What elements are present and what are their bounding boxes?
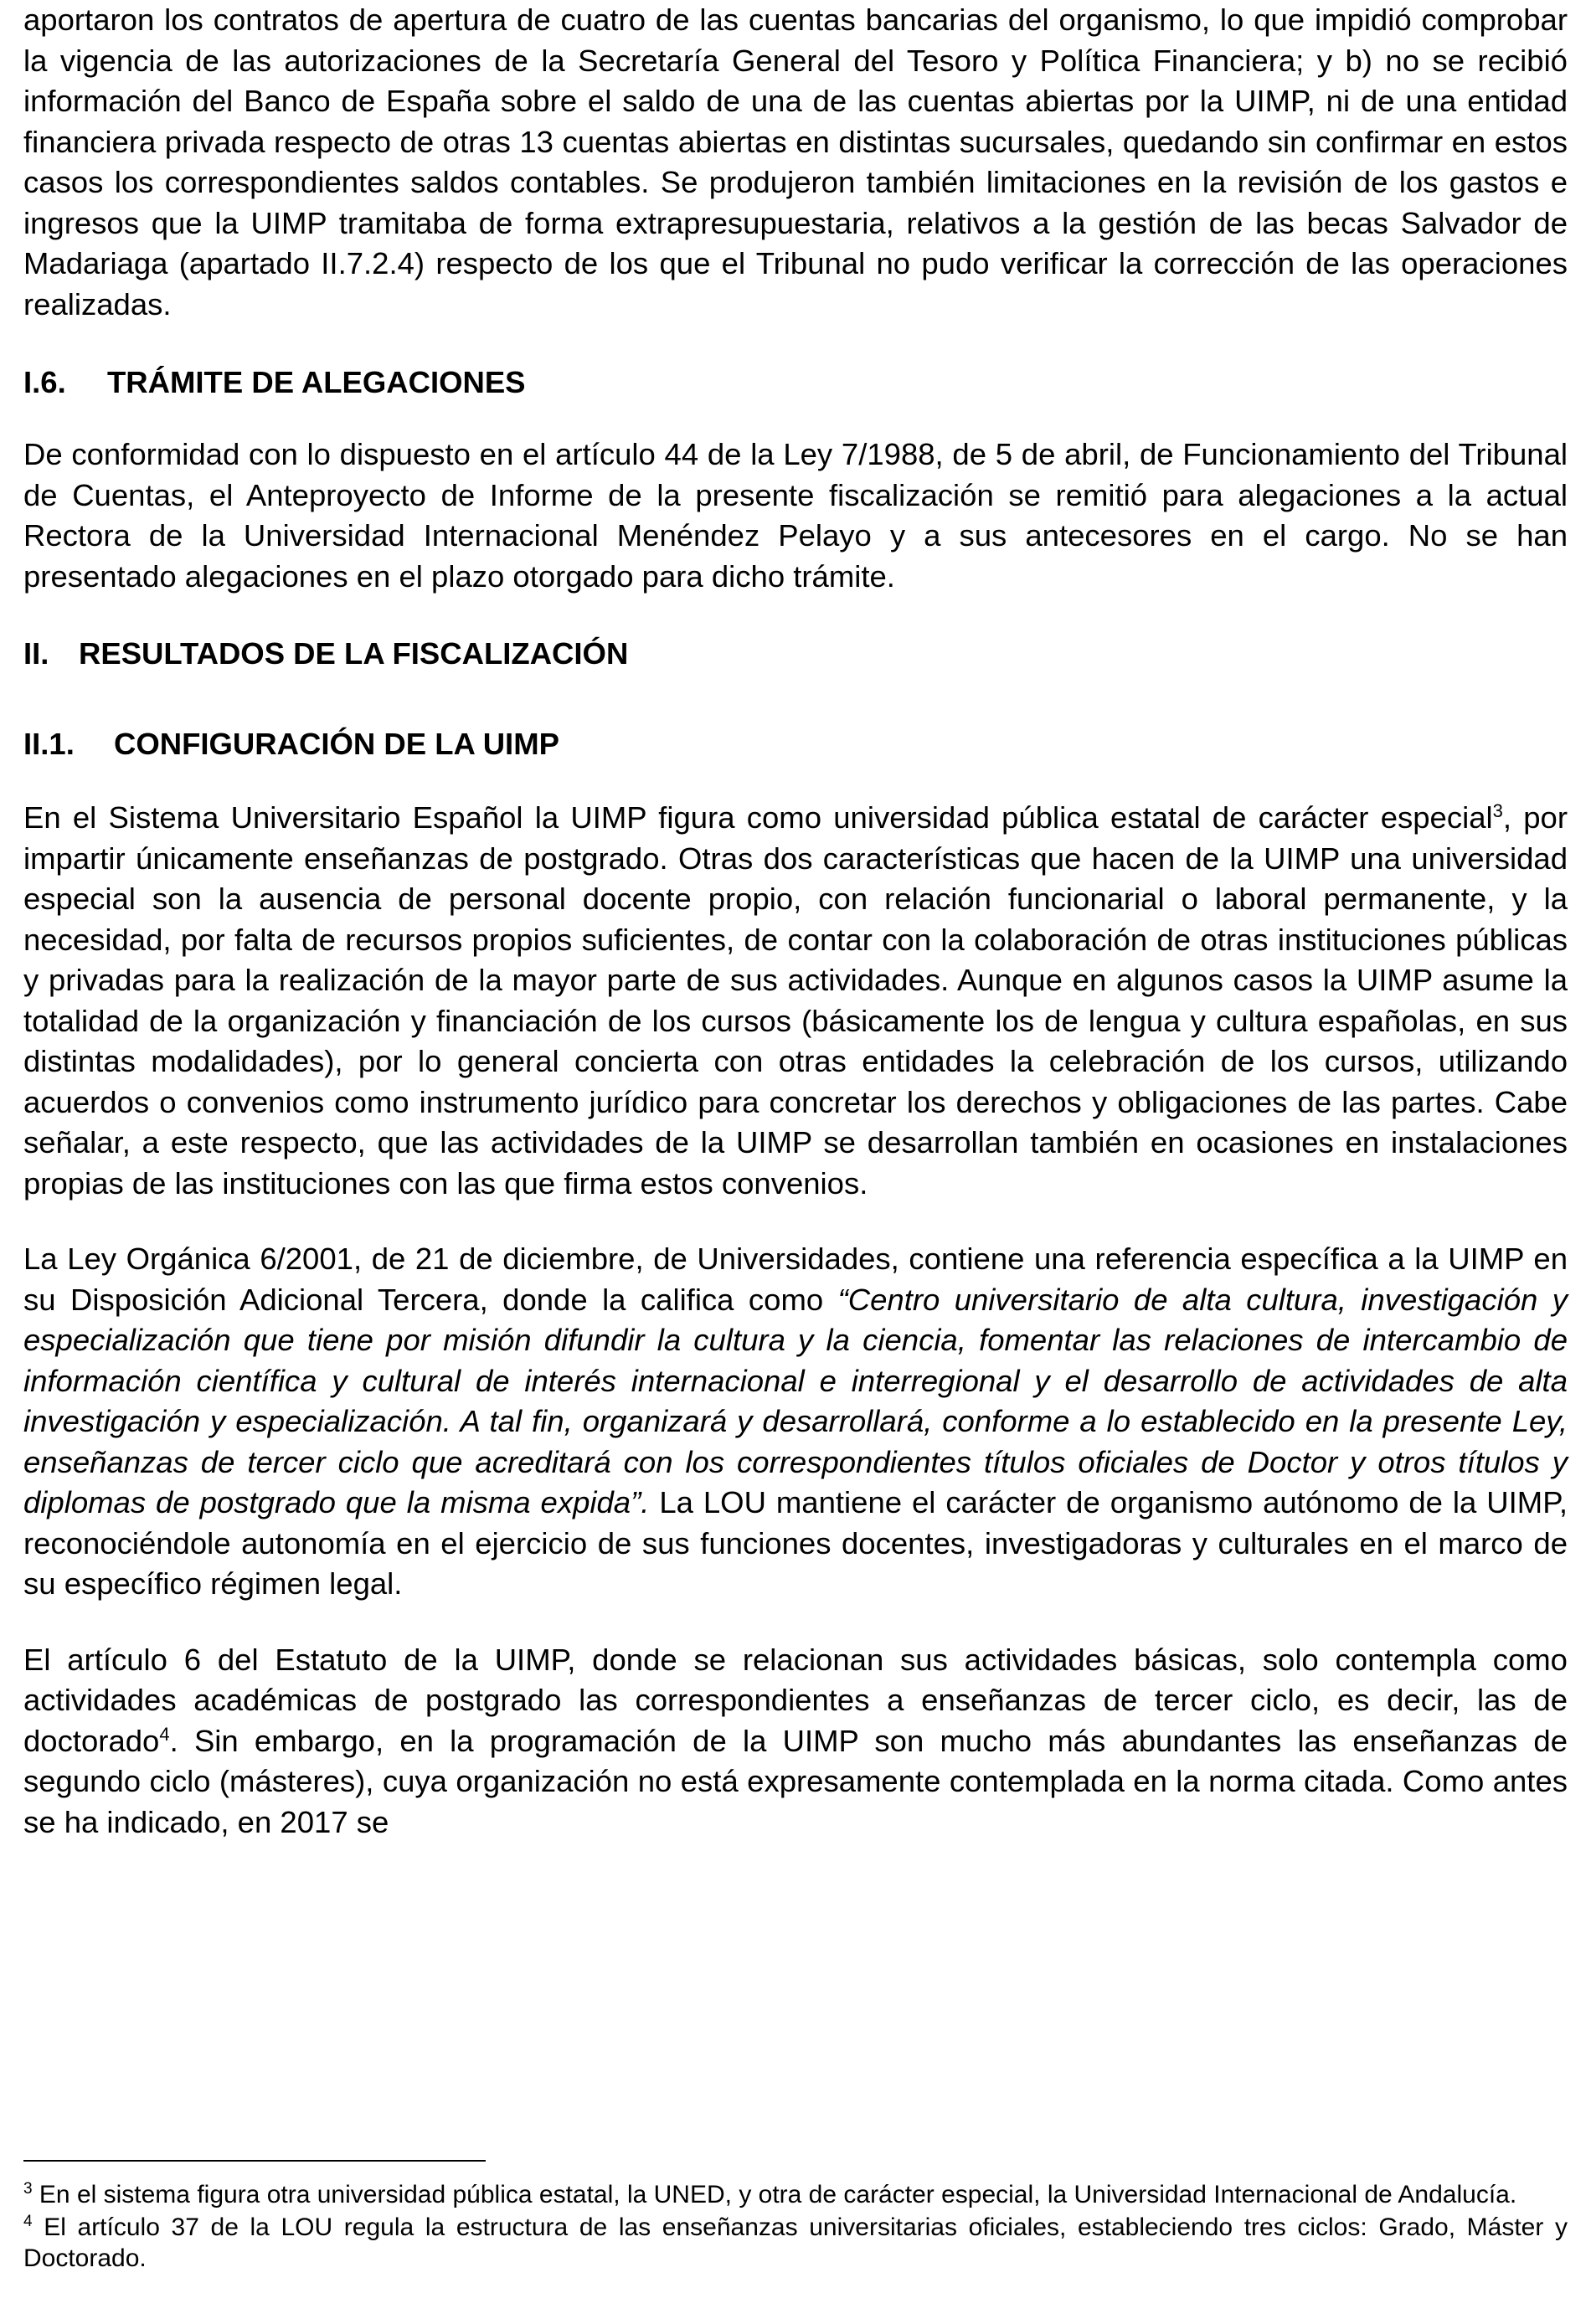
paragraph-estatuto [23, 1640, 1568, 1843]
footnote-mark: 3 [23, 2180, 33, 2198]
section-title: TRÁMITE DE ALEGACIONES [107, 365, 526, 399]
footnote-reference[interactable]: 3 [1492, 800, 1503, 821]
footnote-text: En el sistema figura otra universidad pública estatal, la UNED, y otra de carácter especial, la Universidad Internacional de Andalucía. [32, 2181, 1517, 2208]
footnote-mark: 4 [23, 2213, 33, 2230]
paragraph-continuation: aportaron los contratos de apertura de cuatro de las cuentas bancarias del organismo, lo que impidió comprobar la vigencia de las autorizaciones de la Secretaría General del Tesoro y Política Financiera; y b) no se recibió información del Banco de España sobre el saldo de una de las cuentas abiertas por la UIMP, ni de una entidad financiera privada respecto de otras 13 cuentas abiertas en distintas sucursales, quedando sin confirmar en estos casos los correspondientes saldos contables. Se produjeron también limitaciones en la revisión de los gastos e ingresos que la UIMP tramitaba de forma extrapresupuestaria, relativos a la gestión de las becas Salvador de Madariaga (apartado II.7.2.4) respecto de los que el Tribunal no pudo verificar la corrección de las operaciones realizadas. [23, 3, 1568, 321]
section-heading-i6 [23, 362, 1568, 403]
footnote-text: El artículo 37 de la LOU regula la estructura de las enseñanzas universitarias oficiales, estableciendo tres ciclos: Grado, Máster y Doctorado. [23, 2213, 1568, 2272]
paragraph-text: El artículo 6 del Estatuto de la UIMP, donde se relacionan sus actividades básicas, solo contempla como actividades académicas de postgrado las correspondientes a enseñanzas de tercer ciclo, es decir, las de doctorado [23, 1642, 1568, 1758]
paragraph-text: La Ley Orgánica 6/2001, de 21 de diciembre, de Universidades, contiene una referencia específica a la UIMP en su Disposición Adicional Tercera, donde la califica como [23, 1242, 1568, 1317]
section-title: CONFIGURACIÓN DE LA UIMP [114, 727, 559, 761]
legal-quote: “Centro universitario de alta cultura, investigación y especialización que tiene por misión difundir la cultura y la ciencia, fomentar las relaciones de intercambio de información científica y cultural de interés internacional e interregional y el desarrollo de actividades de alta investigación y especialización. A tal fin, organizará y desarrollará, conforme a lo establecido en la presente Ley, enseñanzas de tercer ciclo que acreditará con los correspondientes títulos oficiales de Doctor y otros títulos y diplomas de postgrado que la misma expida”. [23, 1282, 1568, 1519]
paragraph-alegaciones: De conformidad con lo dispuesto en el artículo 44 de la Ley 7/1988, de 5 de abril, de Funcionamiento del Tribunal de Cuentas, el Anteproyecto de Informe de la presente fiscalización se remitió para alegaciones a la actual Rectora de la Universidad Internacional Menéndez Pelayo y a sus antecesores en el cargo. No se han presentado alegaciones en el plazo otorgado para dicho trámite. [23, 437, 1568, 594]
paragraph-configuracion [23, 798, 1568, 1204]
section-heading-ii1 [23, 724, 1568, 764]
section-heading-ii [23, 634, 1568, 674]
section-number: I.6. [23, 365, 66, 399]
paragraph-text: . Sin embargo, en la programación de la UIMP son mucho más abundantes las enseñanzas de segundo ciclo (másteres), cuya organización no está expresamente contemplada en la norma citada. Como antes se ha indicado, en 2017 se [23, 1723, 1568, 1839]
paragraph-text: , por impartir únicamente enseñanzas de postgrado. Otras dos características que hacen de la UIMP una universidad especial son la ausencia de personal docente propio, con relación funcionarial o laboral permanente, y la necesidad, por falta de recursos propios suficientes, de contar con la colaboración de otras instituciones públicas y privadas para la realización de la mayor parte de sus actividades. Aunque en algunos casos la UIMP asume la totalidad de la organización y financiación de los cursos (básicamente los de lengua y cultura españolas, en sus distintas modalidades), por lo general concierta con otras entidades la celebración de los cursos, utilizando acuerdos o convenios como instrumento jurídico para concretar los derechos y obligaciones de las partes. Cabe señalar, a este respecto, que las actividades de la UIMP se desarrollan también en ocasiones en instalaciones propias de las instituciones con las que firma estos convenios. [23, 800, 1568, 1201]
footnote-4 [23, 2212, 1568, 2274]
footnote-reference[interactable]: 4 [159, 1723, 170, 1745]
paragraph-text: En el Sistema Universitario Español la UIMP figura como universidad pública estatal de carácter especial [23, 800, 1493, 835]
footnotes [23, 2179, 1568, 2275]
paragraph-lou [23, 1239, 1568, 1605]
document-page [23, 0, 1568, 1843]
section-number: II.1. [23, 727, 75, 761]
footnote-divider [23, 2160, 486, 2162]
section-title: RESULTADOS DE LA FISCALIZACIÓN [79, 636, 629, 671]
footnote-3 [23, 2179, 1568, 2210]
section-number: II. [23, 636, 49, 671]
paragraph-text: La LOU mantiene el carácter de organismo autónomo de la UIMP, reconociéndole autonomía en el ejercicio de sus funciones docentes, investigadoras y culturales en el marco de su específico régimen legal. [23, 1485, 1568, 1601]
